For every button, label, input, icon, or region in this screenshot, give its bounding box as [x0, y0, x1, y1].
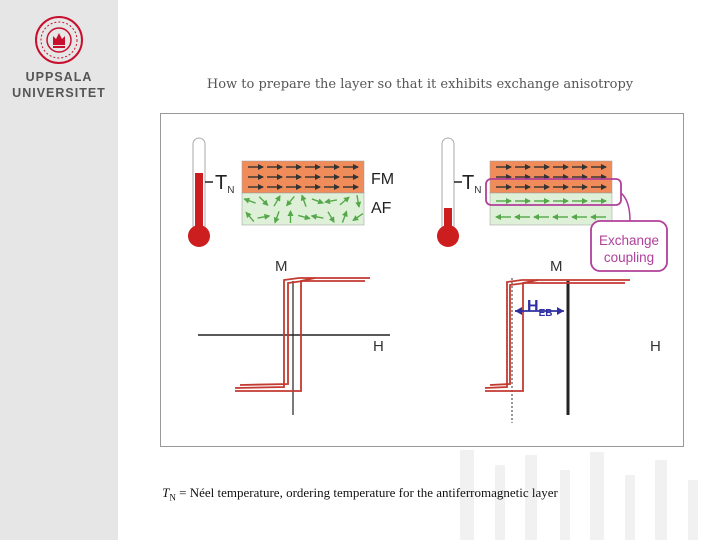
university-seal-icon	[34, 15, 84, 65]
fm-label: FM	[371, 171, 395, 188]
caption-symbol: T	[162, 485, 170, 500]
caption	[0, 485, 720, 503]
sidebar	[0, 0, 118, 540]
af-label: AF	[371, 200, 392, 217]
callout-text-line-1: Exchange	[598, 233, 660, 248]
axis-m-label-left: M	[275, 258, 288, 275]
tn-label-right: $T_N$	[462, 172, 482, 196]
af-layer-right	[490, 193, 612, 225]
tn-label-left: $T_N$	[215, 172, 235, 196]
callout-text-line-2: coupling	[603, 250, 655, 265]
brand-line-1: UPPSALA	[25, 70, 93, 84]
exchange-anisotropy-figure	[160, 113, 685, 448]
caption-subscript: N	[169, 492, 176, 503]
slide-title: How to prepare the layer so that it exhibits exchange anisotropy	[206, 77, 634, 92]
axis-h-label-right: H	[650, 338, 661, 355]
axis-h-label-left: H	[373, 338, 384, 355]
bias-label: $H_{EB}$	[527, 298, 553, 319]
caption-text: = Néel temperature, ordering temperature for the antiferromagnetic layer	[175, 485, 558, 500]
brand-line-2: UNIVERSITET	[12, 86, 106, 100]
axis-m-label-right: M	[550, 258, 563, 275]
